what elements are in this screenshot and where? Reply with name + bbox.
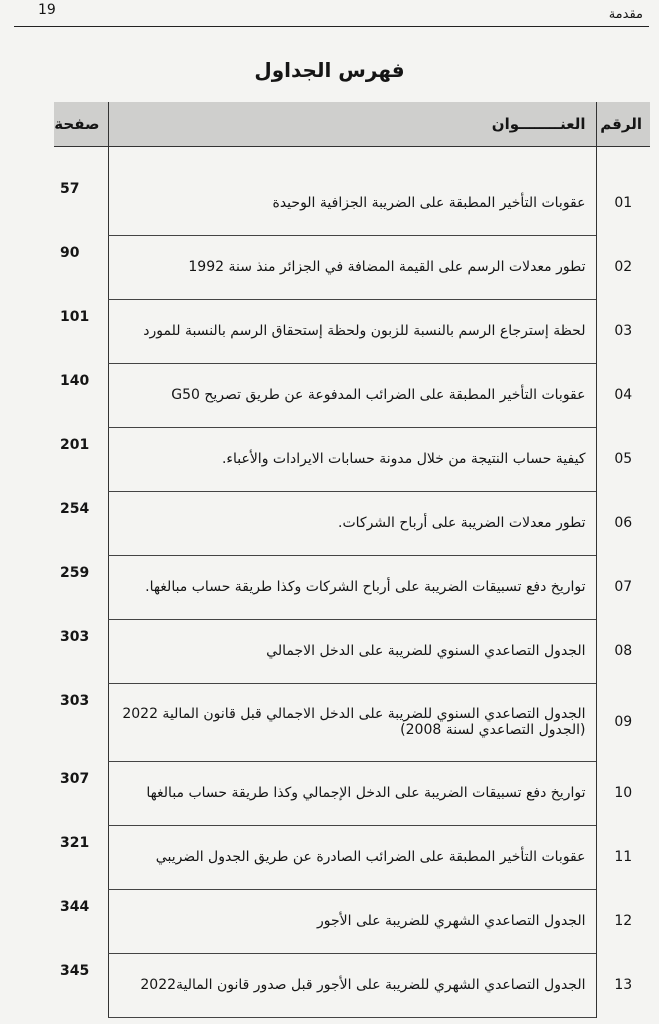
row-title: الجدول التصاعدي السنوي للضريبة على الدخل الاجمالي [108,619,596,683]
row-page: 101 [60,309,90,325]
table-spacer [54,147,650,172]
row-page: 307 [60,771,90,787]
row-page: 303 [60,693,90,709]
row-title: تواريخ دفع تسبيقات الضريبة على الدخل الإجمالي وكذا طريقة حساب مبالغها [108,761,596,825]
row-number: 10 [596,761,650,825]
row-page: 321 [60,835,90,851]
row-number: 03 [596,299,650,363]
table-row [54,171,650,235]
row-page: 201 [60,437,90,453]
row-page: 259 [60,565,90,581]
row-number: 12 [596,889,650,953]
column-header-page: صفحة [54,102,108,147]
row-title: عقوبات التأخير المطبقة على الضريبة الجزافية الوحيدة [108,171,596,235]
page-number: 19 [38,2,56,18]
table-row [54,555,650,619]
table-row [54,889,650,953]
row-number: 08 [596,619,650,683]
row-number: 01 [596,171,650,235]
row-page: 303 [60,629,90,645]
tables-index [54,102,650,1018]
row-title: عقوبات التأخير المطبقة على الضرائب الصادرة عن طريق الجدول الضريبي [108,825,596,889]
table-row [54,683,650,761]
row-page: 90 [60,245,80,261]
row-page: 344 [60,899,90,915]
table-row [54,761,650,825]
column-header-title: العنــــــــوان [108,102,596,147]
row-title: الجدول التصاعدي السنوي للضريبة على الدخل الاجمالي قبل قانون المالية 2022 (الجدول التصاعدي لسنة 2008) [108,683,596,761]
row-number: 07 [596,555,650,619]
table-header-row [54,102,650,147]
column-header-number: الرقم [596,102,650,147]
row-title: الجدول التصاعدي الشهري للضريبة على الأجور [108,889,596,953]
table-row [54,491,650,555]
row-page: 345 [60,963,90,979]
page-title: فهرس الجداول [254,58,405,82]
table-row [54,363,650,427]
table-row [54,299,650,363]
row-title: عقوبات التأخير المطبقة على الضرائب المدفوعة عن طريق تصريح G50 [108,363,596,427]
row-title: تواريخ دفع تسبيقات الضريبة على أرباح الشركات وكذا طريقة حساب مبالغها. [108,555,596,619]
row-page: 140 [60,373,90,389]
table-row [54,235,650,299]
row-number: 02 [596,235,650,299]
row-number: 11 [596,825,650,889]
row-title: تطور معدلات الضريبة على أرباح الشركات. [108,491,596,555]
row-title: تطور معدلات الرسم على القيمة المضافة في الجزائر منذ سنة 1992 [108,235,596,299]
table-row [54,953,650,1017]
section-label: مقدمة [608,7,643,22]
row-number: 06 [596,491,650,555]
row-number: 09 [596,683,650,761]
row-number: 13 [596,953,650,1017]
row-title: لحظة إسترجاع الرسم بالنسبة للزبون ولحظة إستحقاق الرسم بالنسبة للمورد [108,299,596,363]
row-page: 254 [60,501,90,517]
page-header [14,0,649,27]
row-title: كيفية حساب النتيجة من خلال مدونة حسابات الايرادات والأعباء. [108,427,596,491]
row-number: 05 [596,427,650,491]
table-row [54,825,650,889]
row-number: 04 [596,363,650,427]
row-title: الجدول التصاعدي الشهري للضريبة على الأجور قبل صدور قانون المالية2022 [108,953,596,1017]
table-row [54,427,650,491]
row-page: 57 [60,181,80,197]
table-row [54,619,650,683]
